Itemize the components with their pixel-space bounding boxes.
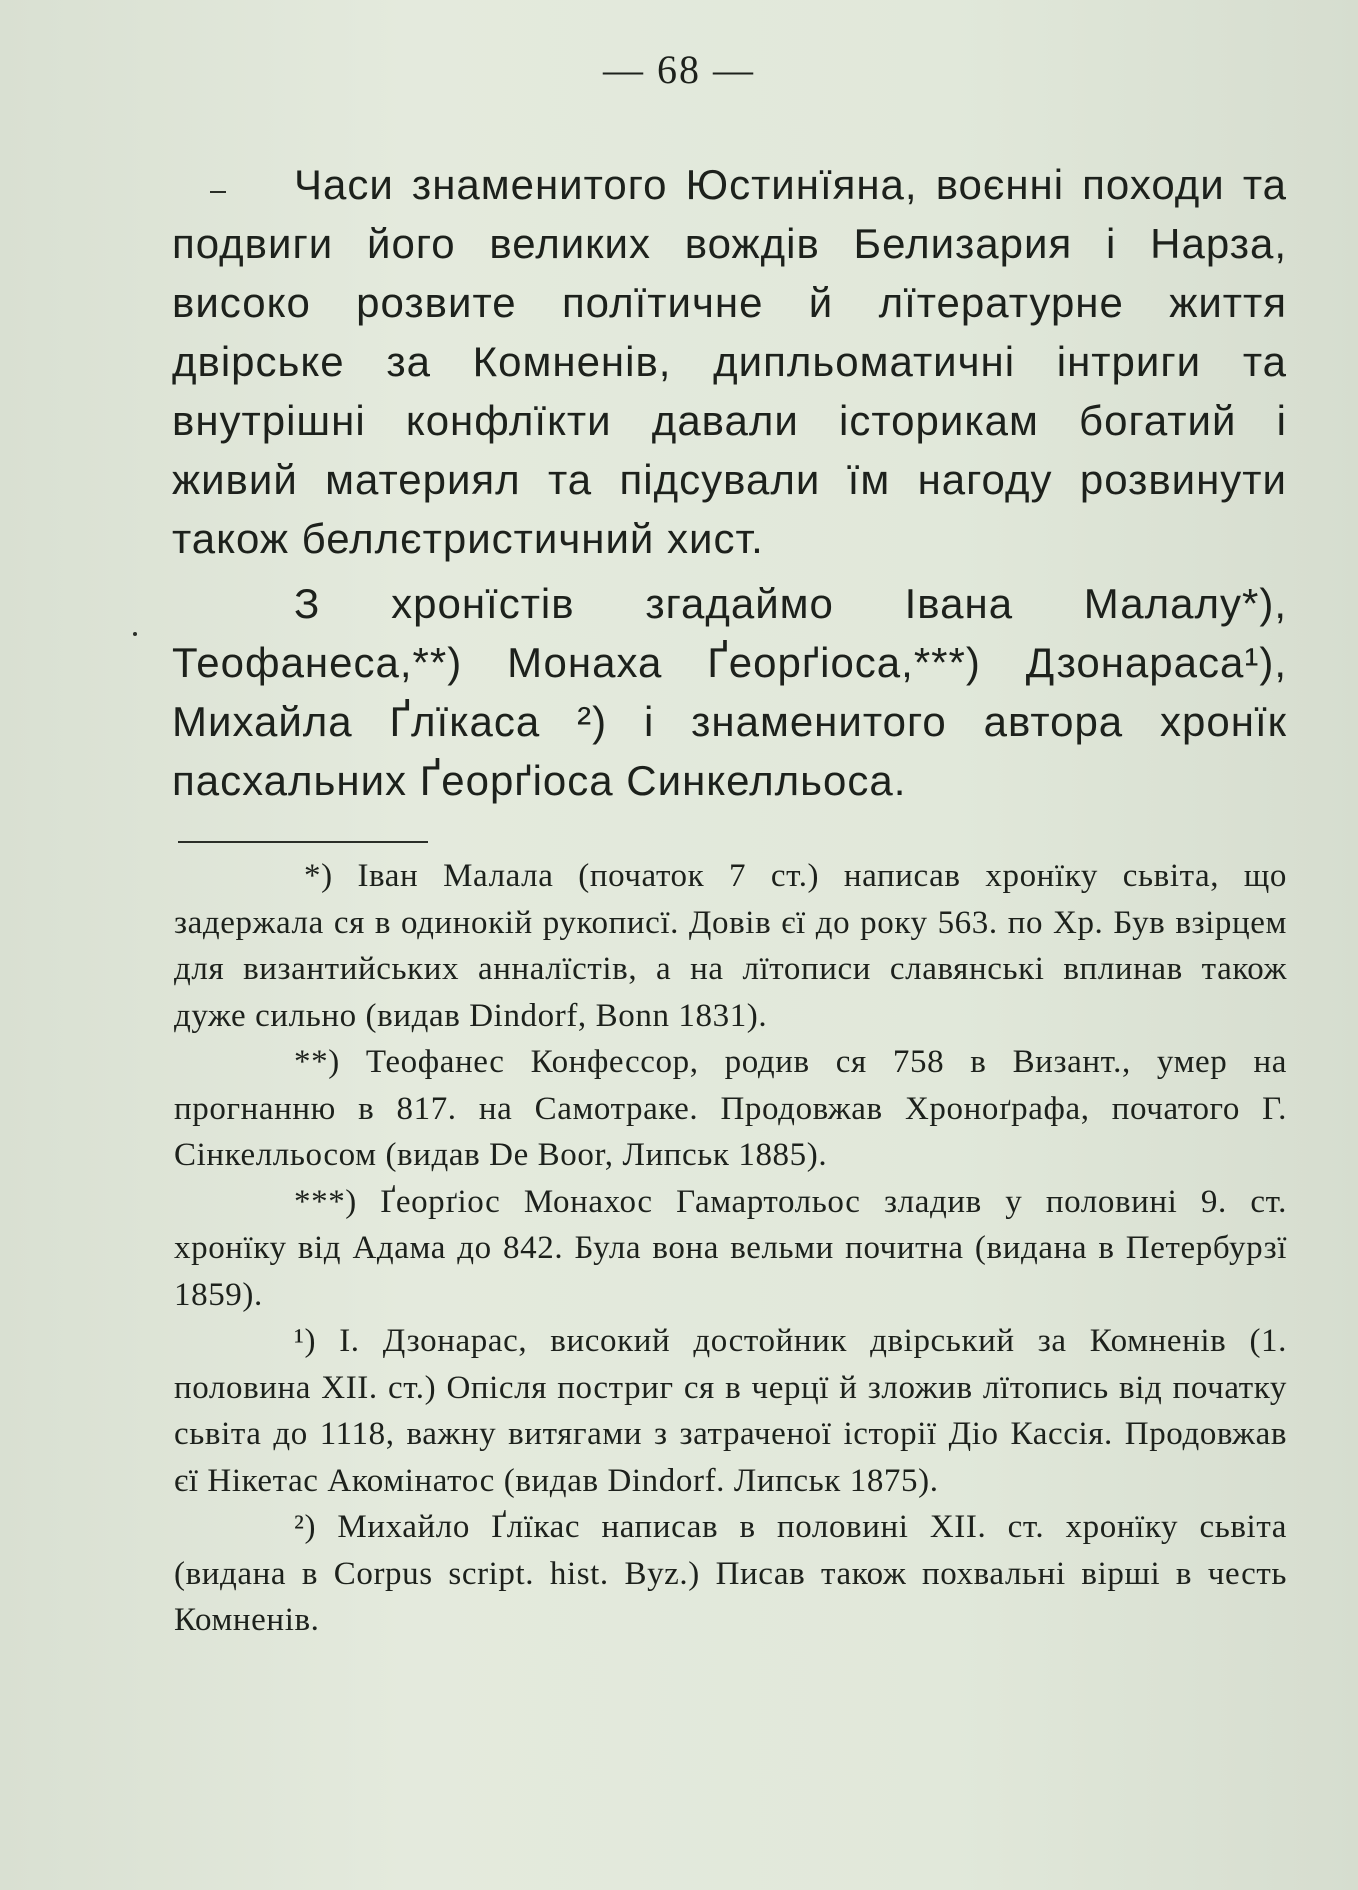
page-number: — 68 — (603, 47, 755, 92)
footnote-5: ²) Михайло Ґлїкас написав в половині XII. ст. хронїку сьвіта (видана в Corpus script. hist. Byz.) Писав також похвальні вірші в честь Комненів. (174, 1509, 1287, 1638)
footnote-3: ***) Ґеорґіос Монахос Гамартольос зладив у половині 9. ст. хронїку від Адама до 842. Була вона вельми почитна (видана в Петербурзї 1859). (174, 1183, 1287, 1313)
footnote-separator (178, 841, 428, 843)
paragraph-2: З хронїстів згадаймо Івана Малалу*), Теофанеса,**) Монаха Ґеорґіоса,***) Дзонараса¹), Михайла Ґлїкаса ²) і знаменитого автора хронїк пасхальних Ґеорґіоса Синкелльоса. (172, 580, 1287, 804)
main-text (172, 155, 1287, 810)
paragraph-1: Часи знаменитого Юстинїяна, воєнні походи та подвиги його великих вождів Белизария і Нарза, високо розвите полїтичне й лїтературне життя двірське за Комненів, дипльоматичні інтриги та внутрішні конфлїкти давали історикам богатий і живий материял та підсували їм нагоду розвинути також беллєтристичний хист. (172, 161, 1287, 562)
footnotes (174, 853, 1287, 1644)
margin-dot (133, 632, 137, 636)
footnote-2: **) Теофанес Конфессор, родив ся 758 в Визант., умер на прогнанню в 817. на Самотраке. Продовжав Хроноґрафа, початого Г. Сінкелльосом (видав De Boor, Липськ 1885). (174, 1044, 1287, 1173)
margin-dash (210, 191, 226, 193)
footnote-4: ¹) І. Дзонарас, високий достойник двірський за Комненів (1. половина XII. ст.) Опісля постриг ся в черцї й зложив лїтопись від початку сьвіта до 1118, важну витягами з затраченої історії Діо Кассія. Продовжав єї Нікетас Акомінатос (видав Dindorf. Липськ 1875). (174, 1323, 1287, 1499)
footnote-1: *) Іван Малала (початок 7 ст.) написав хронїку сьвіта, що задержала ся в одинокій рукописї. Довів єї до року 563. по Хр. Був взірцем для византийських анналїстів, а на лїтописи славянські вплинав також дуже сильно (видав Dindorf, Bonn 1831). (174, 858, 1287, 1034)
